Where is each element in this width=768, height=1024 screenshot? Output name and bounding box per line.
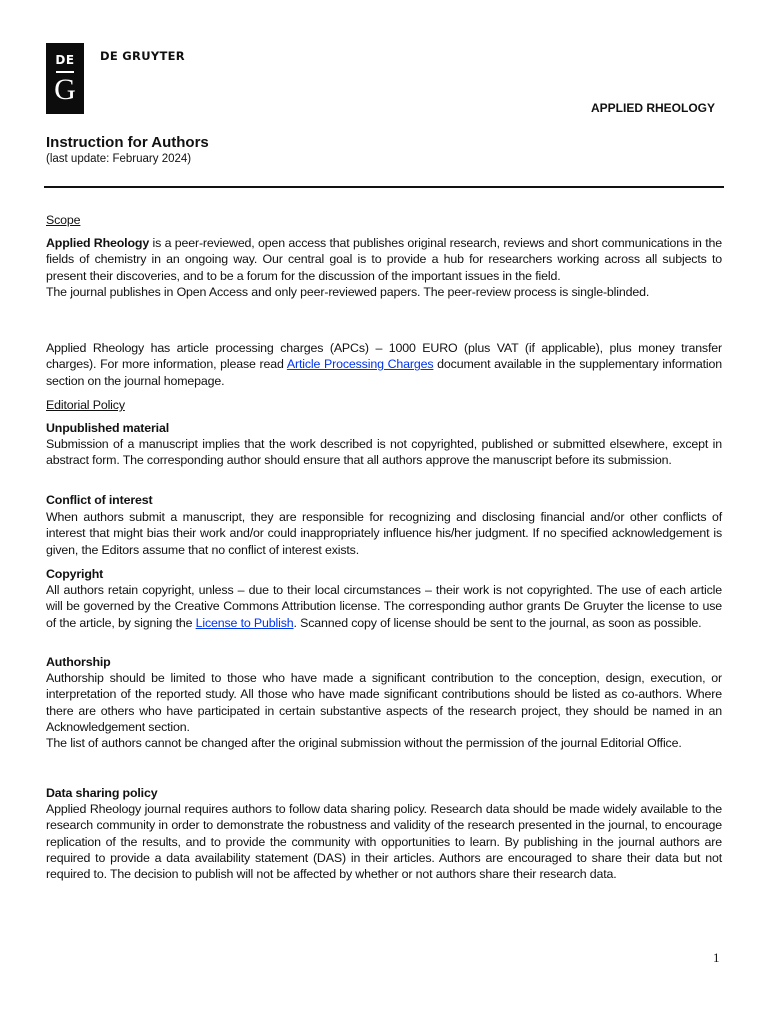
logo-top-text: DE — [55, 53, 75, 67]
copyright-text — [46, 582, 722, 631]
page-title: Instruction for Authors — [46, 134, 209, 151]
scope-heading: Scope — [46, 213, 81, 227]
conflict-text: When authors submit a manuscript, they are responsible for recognizing and disclosing financial and/or other conflicts of interest that might bias their work and/or could inappropriately influence his/her judgment. If no specified acknowledgement is given, the Editors assume that no conflict of interest exists. — [46, 510, 722, 557]
apc-text-end: document available in the supplementary information section on the journal homepage. — [46, 357, 722, 388]
data-sharing-text: Applied Rheology journal requires authors to follow data sharing policy. Research data should be made widely available to the research community in order to demonstrate the robustness and validity of the research presented in the journal, to encourage replication of the results, and to provide the community with opportunities to learn. By publishing in the journal authors are required to provide a data availability statement (DAS) in their articles. Authors are encouraged to share their data but not required to. The decision to publish will not be affected by whether or not authors share their research data. — [46, 802, 722, 882]
authorship-text-1: Authorship should be limited to those who have made a significant contribution to the conception, design, execution, or interpretation of the reported study. All those who have made significant contributions should be listed as co-authors. Where there are others who have participated in certain substantive aspects of the research project, they should be named in an Acknowledgement section. — [46, 671, 722, 734]
last-update: (last update: February 2024) — [46, 153, 192, 165]
logo-bottom-text: G — [54, 72, 76, 106]
copyright-title: Copyright — [46, 567, 104, 581]
authorship-text-2: The list of authors cannot be changed after the original submission without the permission of the journal Editorial Office. — [46, 736, 682, 751]
unpublished-text: Submission of a manuscript implies that the work described is not copyrighted, published or submitted elsewhere, except in abstract form. The corresponding author should ensure that all authors approve the manuscript before its submission. — [46, 437, 722, 468]
scope-text-2: The journal publishes in Open Access and only peer-reviewed papers. The peer-review process is single-blinded. — [46, 284, 650, 299]
apc-link[interactable]: Article Processing Charges — [286, 357, 434, 372]
authorship-title: Authorship — [46, 655, 111, 669]
journal-bold: Applied Rheology — [46, 236, 150, 250]
header-divider — [44, 186, 724, 188]
authorship-text — [46, 670, 722, 751]
journal-name: APPLIED RHEOLOGY — [590, 101, 715, 115]
scope-text: is a peer-reviewed, open access that publishes original research, reviews and short communications in the fields of chemistry in an ongoing way. Our central goal is to provide a hub for researchers working across all subjects to present their discoveries, and to be a forum for the discussion of the important issues in the field. — [46, 236, 723, 283]
unpublished-title: Unpublished material — [46, 421, 169, 435]
data-sharing-title: Data sharing policy — [46, 786, 158, 800]
apc-text: Applied Rheology has article processing charges (APCs) – 1000 EURO (plus VAT (if applicable), plus money transfer charges). For more information, please read — [46, 341, 722, 372]
de-gruyter-logo — [46, 43, 84, 114]
copyright-text-start: All authors retain copyright, unless – due to their local circumstances – their work is not copyrighted. The use of each article will be governed by the Creative Commons Attribution license. The corresponding author grants De Gruyter the license to use of the article, by signing the — [46, 583, 722, 630]
page-number: 1 — [713, 950, 720, 965]
conflict-title: Conflict of interest — [46, 493, 153, 507]
scope-paragraph — [46, 235, 722, 300]
apc-paragraph — [46, 340, 722, 389]
editorial-heading: Editorial Policy — [46, 398, 125, 412]
license-link[interactable]: License to Publish — [195, 615, 294, 630]
publisher-name: DE GRUYTER — [100, 49, 185, 63]
copyright-text-end: . Scanned copy of license should be sent to the journal, as soon as possible. — [293, 615, 702, 630]
